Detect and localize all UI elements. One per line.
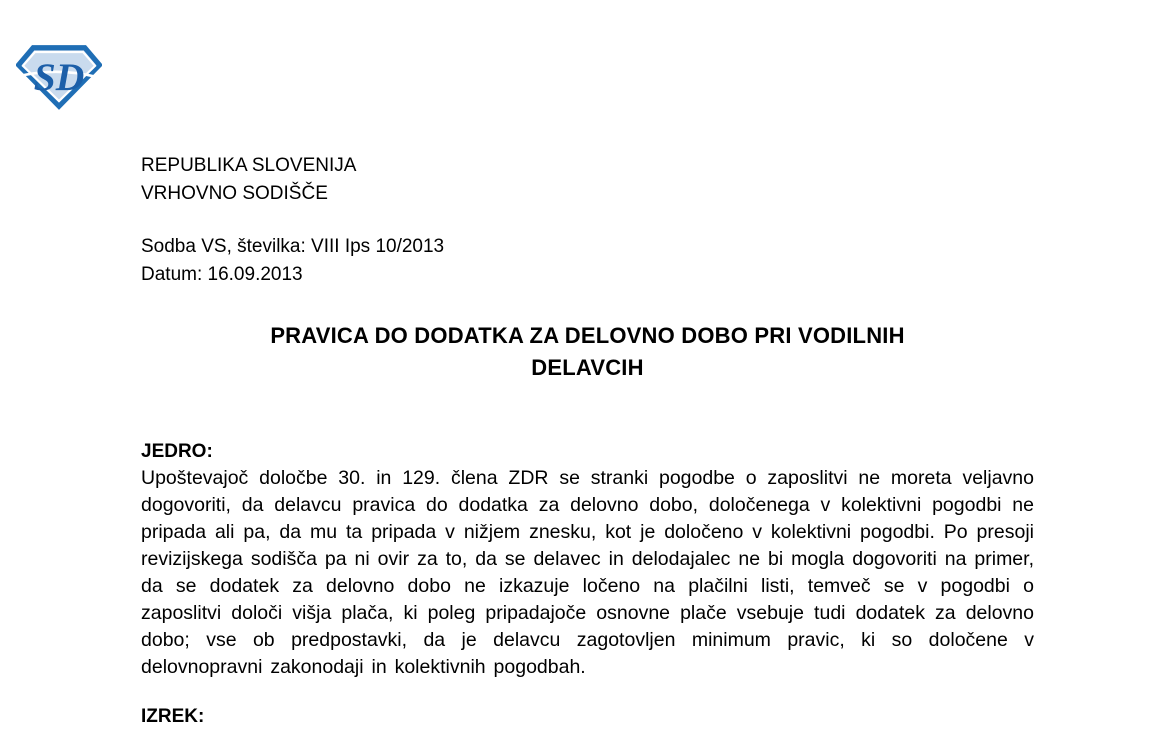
logo-letters: SD bbox=[33, 54, 85, 99]
document-title-line-2: DELAVCIH bbox=[531, 355, 644, 380]
supreme-court-sd-logo bbox=[16, 44, 102, 110]
izrek-heading: IZREK: bbox=[141, 706, 205, 727]
document-header bbox=[141, 152, 1034, 208]
case-date-line: Datum: 16.09.2013 bbox=[141, 264, 303, 285]
document-title bbox=[141, 320, 1034, 384]
sd-shield-icon bbox=[16, 44, 102, 110]
section-izrek bbox=[141, 703, 1034, 730]
institution-line-2: VRHOVNO SODIŠČE bbox=[141, 183, 328, 204]
document-content bbox=[141, 152, 1034, 730]
case-info-block bbox=[141, 233, 1034, 289]
section-jedro bbox=[141, 438, 1034, 681]
jedro-heading: JEDRO: bbox=[141, 441, 213, 462]
document-title-line-1: PRAVICA DO DODATKA ZA DELOVNO DOBO PRI VODILNIH bbox=[270, 323, 905, 348]
institution-line-1: REPUBLIKA SLOVENIJA bbox=[141, 155, 357, 176]
jedro-body-paragraph: Upoštevajoč določbe 30. in 129. člena ZDR se stranki pogodbe o zaposlitvi ne moreta veljavno dogovoriti, da delavcu pravica do dodatka za delovno dobo, določenega v kolektivni pogodbi ne pripada ali pa, da mu ta pripada v nižjem znesku, kot je določeno v kolektivni pogodbi. Po presoji revizijskega sodišča pa ni ovir za to, da se delavec in delodajalec ne bi mogla dogovoriti na primer, da se dodatek za delovno dobo ne izkazuje ločeno na plačilni listi, temveč se v pogodbi o zaposlitvi določi višja plača, ki poleg pripadajoče osnovne plače vsebuje tudi dodatek za delovno dobo; vse ob predpostavki, da je delavcu zagotovljen minimum pravic, ki so določene v delovnopravni zakonodaji in kolektivnih pogodbah. bbox=[141, 467, 1034, 678]
case-number-line: Sodba VS, številka: VIII Ips 10/2013 bbox=[141, 236, 445, 257]
